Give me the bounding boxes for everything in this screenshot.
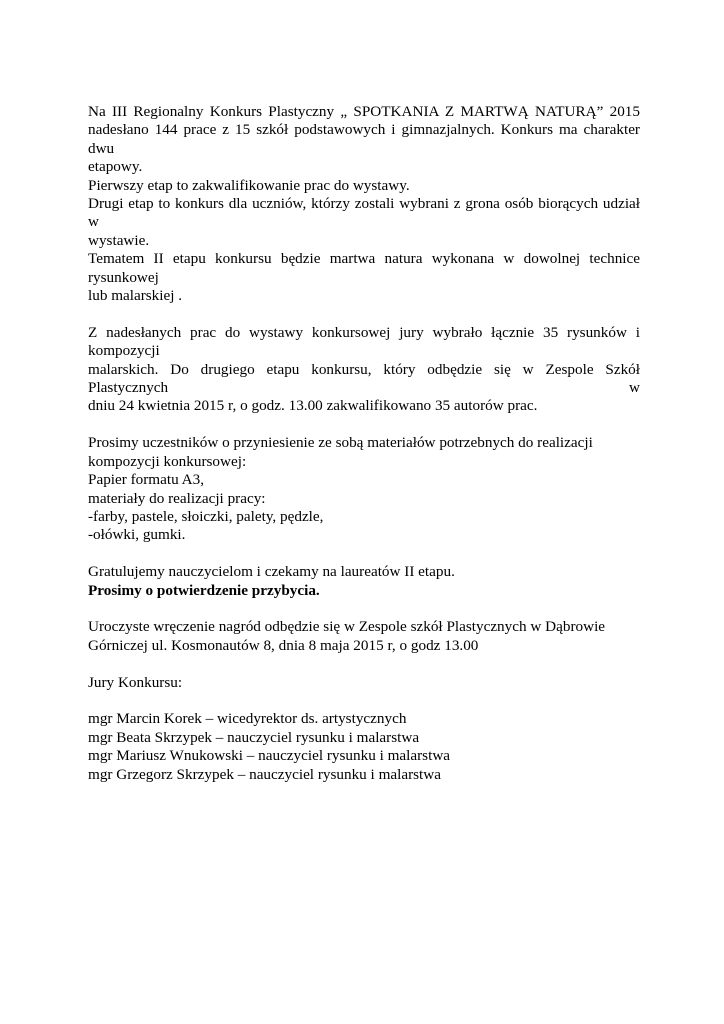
materials-line: -ołówki, gumki. (88, 526, 186, 544)
materials-line: kompozycji konkursowej: (88, 452, 247, 470)
jury-heading: Jury Konkursu: (88, 673, 183, 691)
materials-line: Papier formatu A3, (88, 471, 204, 489)
selection-line: dniu 24 kwietnia 2015 r, o godz. 13.00 zakwalifikowano 35 autorów prac. (88, 397, 538, 415)
confirmation-request: Prosimy o potwierdzenie przybycia. (88, 581, 320, 599)
selection-paragraph (88, 324, 640, 416)
materials-line: materiały do realizacji pracy: (88, 489, 266, 507)
jury-member: mgr Beata Skrzypek – nauczyciel rysunku i malarstwa (88, 728, 420, 746)
intro-line: wystawie. (88, 231, 150, 249)
jury-list (88, 710, 640, 784)
congrats-paragraph (88, 563, 640, 600)
jury-heading-paragraph (88, 674, 640, 692)
materials-paragraph (88, 434, 640, 544)
jury-member: mgr Mariusz Wnukowski – nauczyciel rysunku i malarstwa (88, 747, 451, 765)
intro-line: Pierwszy etap to zakwalifikowanie prac do wystawy. (88, 176, 410, 194)
ceremony-line: Uroczyste wręczenie nagród odbędzie się w Zespole szkół Plastycznych w Dąbrowie (88, 618, 606, 636)
intro-paragraph (88, 103, 640, 305)
intro-line: Tematem II etapu konkursu będzie martwa natura wykonana w dowolnej technice rysunkowej (88, 250, 640, 286)
ceremony-line: Górniczej ul. Kosmonautów 8, dnia 8 maja 2015 r, o godz 13.00 (88, 636, 479, 654)
intro-line: etapowy. (88, 158, 143, 176)
ceremony-paragraph (88, 618, 640, 655)
jury-member: mgr Grzegorz Skrzypek – nauczyciel rysunku i malarstwa (88, 765, 441, 783)
selection-line: malarskich. Do drugiego etapu konkursu, który odbędzie się w Zespole Szkół Plastycznych w (88, 360, 640, 397)
intro-line: nadesłano 144 prace z 15 szkół podstawowych i gimnazjalnych. Konkurs ma charakter dwu (88, 121, 640, 157)
document-page (88, 103, 640, 802)
intro-line: Drugi etap to konkurs dla uczniów, którzy zostali wybrani z grona osób biorących udział w (88, 195, 640, 231)
intro-line: lub malarskiej . (88, 287, 183, 305)
congrats-line: Gratulujemy nauczycielom i czekamy na laureatów II etapu. (88, 563, 455, 581)
selection-line: Z nadesłanych prac do wystawy konkursowej jury wybrało łącznie 35 rysunków i kompozycji (88, 323, 640, 360)
materials-line: Prosimy uczestników o przyniesienie ze sobą materiałów potrzebnych do realizacji (88, 434, 593, 452)
materials-line: -farby, pastele, słoiczki, palety, pędzle, (88, 507, 324, 525)
jury-member: mgr Marcin Korek – wicedyrektor ds. artystycznych (88, 710, 407, 728)
intro-line: Na III Regionalny Konkurs Plastyczny „ SPOTKANIA Z MARTWĄ NATURĄ” 2015 (88, 103, 640, 120)
